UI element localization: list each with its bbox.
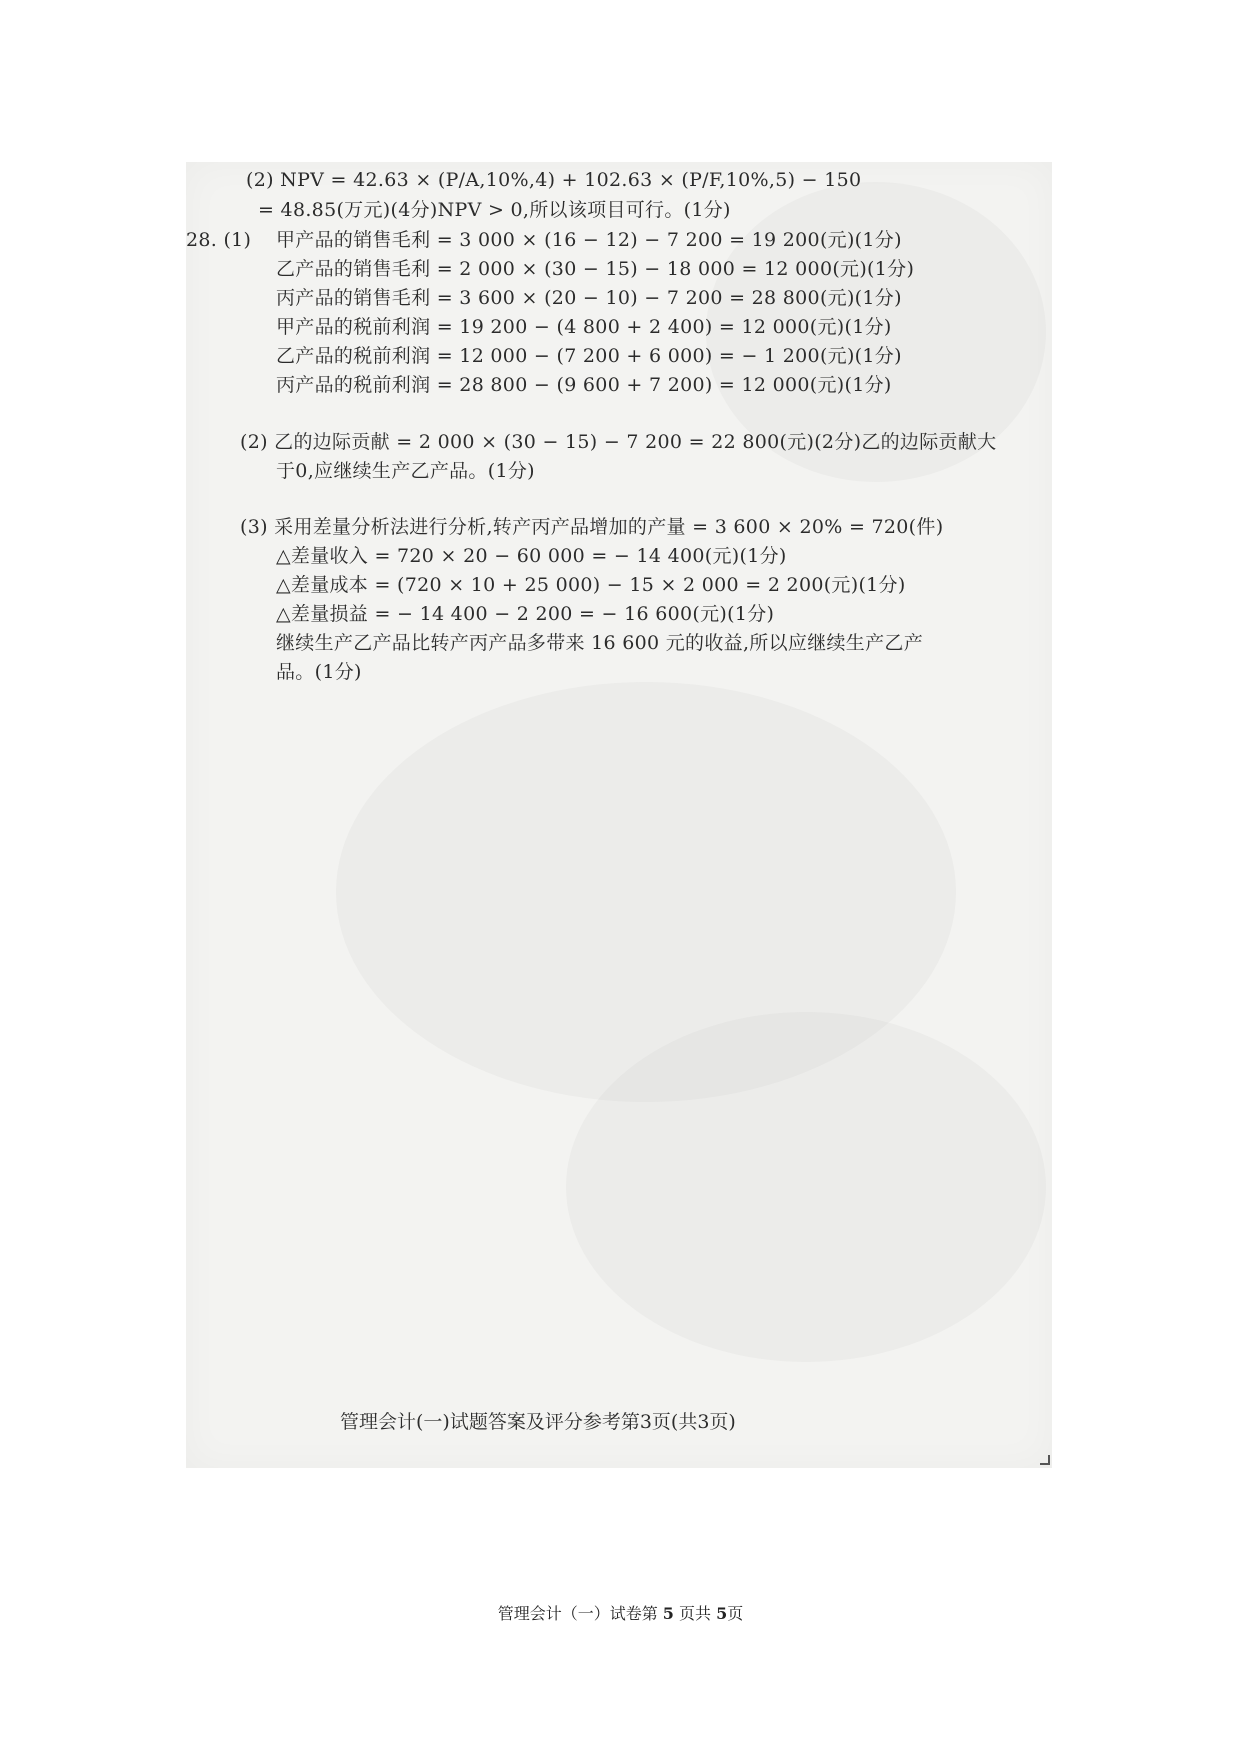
q28-part1-line: 甲产品的税前利润 = 19 200 − (4 800 + 2 400) = 12 000(元)(1分) — [276, 316, 892, 338]
q28-part3-line: △差量成本 = (720 × 10 + 25 000) − 15 × 2 000 = 2 200(元)(1分) — [276, 574, 906, 596]
q28-part3-line: △差量损益 = − 14 400 − 2 200 = − 16 600(元)(1分) — [276, 603, 775, 625]
q28-part1-line: 甲产品的销售毛利 = 3 000 × (16 − 12) − 7 200 = 19 200(元)(1分) — [276, 229, 902, 251]
scan-footer: 管理会计(一)试题答案及评分参考第3页(共3页) — [340, 1411, 736, 1433]
q28-part1-line: 乙产品的销售毛利 = 2 000 × (30 − 15) − 18 000 = 12 000(元)(1分) — [276, 258, 915, 280]
q27-2-line-2: = 48.85(万元)(4分)NPV > 0,所以该项目可行。(1分) — [258, 199, 731, 221]
q28-part3-line: 品。(1分) — [276, 661, 362, 683]
q28-part3-line: 继续生产乙产品比转产丙产品多带来 16 600 元的收益,所以应继续生产乙产 — [276, 632, 924, 654]
page-footer-prefix: 管理会计（一）试卷第 — [497, 1604, 658, 1623]
q28-part3-line: △差量收入 = 720 × 20 − 60 000 = − 14 400(元)(1分) — [276, 545, 787, 567]
q28-part2-line: (2) 乙的边际贡献 = 2 000 × (30 − 15) − 7 200 = 22 800(元)(2分)乙的边际贡献大 — [240, 431, 997, 453]
page-total: 5 — [716, 1604, 728, 1623]
scan-shadow — [566, 1012, 1046, 1362]
scan-corner-mark — [1040, 1455, 1050, 1465]
q27-2-line-1: (2) NPV = 42.63 × (P/A,10%,4) + 102.63 × (P/F,10%,5) − 150 — [246, 169, 862, 191]
q28-part1-line: 乙产品的税前利润 = 12 000 − (7 200 + 6 000) = − 1 200(元)(1分) — [276, 345, 902, 367]
page-footer — [0, 1601, 1241, 1624]
q28-part3-line: (3) 采用差量分析法进行分析,转产丙产品增加的产量 = 3 600 × 20% = 720(件) — [240, 516, 944, 538]
q28-part1-label: 28. (1) — [186, 229, 252, 251]
q28-part1-line: 丙产品的销售毛利 = 3 600 × (20 − 10) − 7 200 = 28 800(元)(1分) — [276, 287, 902, 309]
page-footer-middle: 页共 — [679, 1604, 712, 1623]
q28-part1-line: 丙产品的税前利润 = 28 800 − (9 600 + 7 200) = 12 000(元)(1分) — [276, 374, 892, 396]
page-number: 5 — [662, 1604, 674, 1623]
q28-part2-line: 于0,应继续生产乙产品。(1分) — [276, 460, 535, 482]
page-footer-suffix: 页 — [727, 1604, 744, 1623]
